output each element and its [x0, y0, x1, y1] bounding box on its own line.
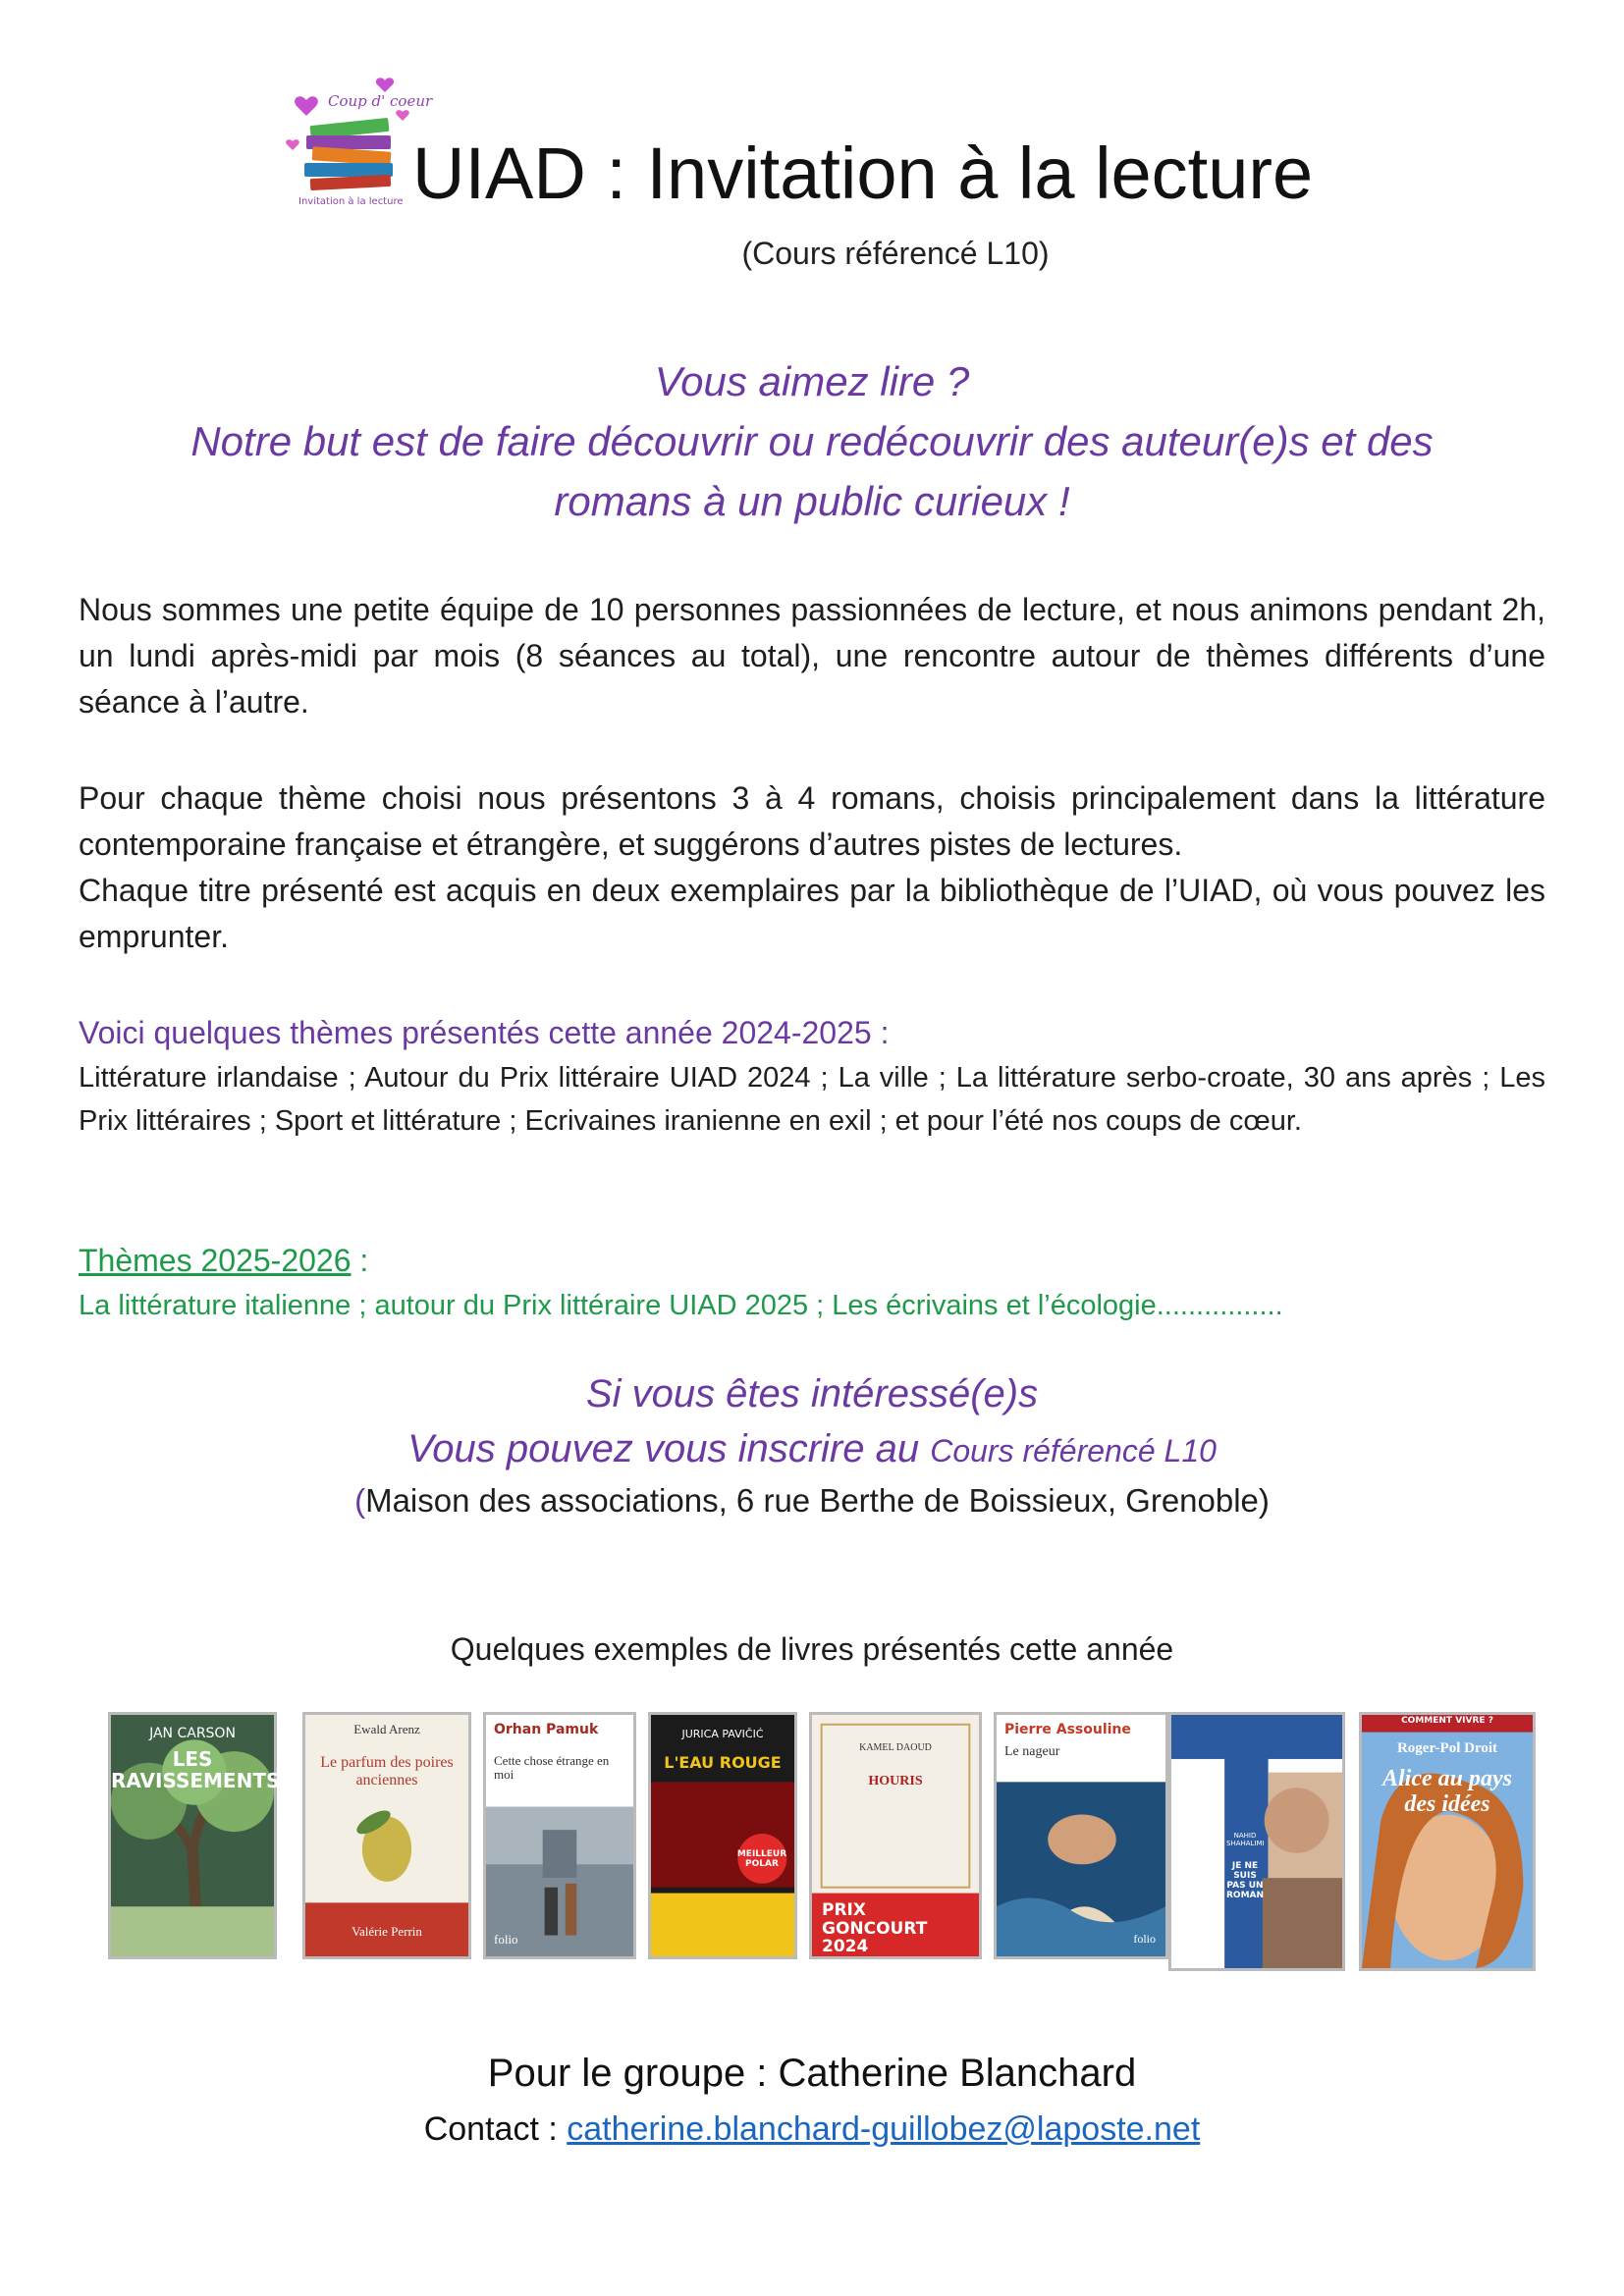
books-stack-icon	[287, 73, 433, 210]
course-reference: (Cours référencé L10)	[741, 236, 1050, 271]
interest-course-ref: Cours référencé L10	[930, 1433, 1217, 1468]
themes-current-label: Voici quelques thèmes présentés cette année 2024-2025 :	[79, 1015, 890, 1050]
book-4-extra: MEILLEUR POLAR	[736, 1849, 787, 1869]
book-cover-8	[1359, 1712, 1536, 1971]
address-text: Maison des associations, 6 rue Berthe de Boissieux, Grenoble)	[365, 1482, 1270, 1519]
book-1-author: JAN CARSON	[149, 1726, 236, 1741]
tagline-line-1: Vous aimez lire ?	[654, 358, 970, 404]
book-cover-1	[108, 1712, 281, 1959]
book-1-title: LES RAVISSEMENTS	[111, 1747, 281, 1792]
books-caption: Quelques exemples de livres présentés cette année	[450, 1631, 1174, 1667]
book-4-author: JURICA PAVIČIĆ	[681, 1728, 764, 1740]
contact-line	[0, 2110, 1624, 2149]
book-3-author: Orhan Pamuk	[494, 1722, 599, 1737]
book-5-author: KAMEL DAOUD	[859, 1742, 932, 1753]
svg-text:Invitation à la lecture: Invitation à la lecture	[298, 196, 404, 207]
book-8-author: Roger-Pol Droit	[1396, 1740, 1498, 1756]
book-cover-3	[483, 1712, 636, 1959]
tagline-line-2: Notre but est de faire découvrir ou redécouvrir des auteur(e)s et des	[190, 418, 1434, 464]
book-7-author: NAHID SHAHALIMI	[1226, 1832, 1265, 1847]
themes-next-list: La littérature italienne ; autour du Prix littéraire UIAD 2025 ; Les écrivains et l’écologie................	[79, 1290, 1283, 1321]
signature: Pour le groupe : Catherine Blanchard	[487, 2052, 1137, 2095]
book-3-title: Cette chose étrange en moi	[494, 1753, 610, 1783]
book-5-title: HOURIS	[868, 1774, 923, 1789]
interest-line-1: Si vous êtes intéressé(e)s	[585, 1372, 1039, 1415]
book-cover-art-3	[486, 1715, 633, 1956]
book-cover-2	[302, 1712, 471, 1959]
intro-paragraph-1: Nous sommes une petite équipe de 10 personnes passionnées de lecture, et nous animons pendant 2h, un lundi après-midi par mois (8 séances au total), une rencontre autour de thèmes différents d’une séance à l’autre.	[79, 592, 1545, 720]
themes-next-label	[79, 1239, 368, 1282]
book-3-extra: folio	[494, 1932, 518, 1947]
tagline-line-3: romans à un public curieux !	[554, 478, 1070, 524]
book-cover-art-2	[305, 1715, 468, 1956]
themes-current-list: Littérature irlandaise ; Autour du Prix littéraire UIAD 2024 ; La ville ; La littérature serbo-croate, 30 ans après ; Les Prix littéraires ; Sport et littérature ; Ecrivaines iranienne en exil ; et pour l’été nos coups de cœur.	[79, 1062, 1545, 1137]
intro-paragraph-2	[79, 775, 1545, 960]
themes-next-label-suffix: :	[351, 1243, 369, 1278]
interest-line-2-text: Vous pouvez vous inscrire au	[407, 1427, 931, 1470]
book-cover-7	[1168, 1712, 1345, 1971]
book-2-extra: Valérie Perrin	[352, 1924, 422, 1939]
page-title: UIAD : Invitation à la lecture	[412, 133, 1314, 214]
address	[0, 1482, 1624, 1520]
intro-paragraph-2b: Chaque titre présenté est acquis en deux exemplaires par la bibliothèque de l’UIAD, où vous pouvez les emprunter.	[79, 873, 1545, 954]
book-5-extra: PRIX GONCOURT 2024	[822, 1900, 928, 1957]
intro-paragraph-2a: Pour chaque thème choisi nous présentons 3 à 4 romans, choisis principalement dans la littérature contemporaine française et étrangère, et suggérons d’autres pistes de lectures.	[79, 780, 1545, 862]
contact-label: Contact :	[423, 2110, 568, 2148]
book-cover-art-4	[651, 1715, 794, 1956]
logo	[287, 73, 433, 210]
book-cover-5	[809, 1712, 982, 1959]
themes-next-label-text: Thèmes 2025-2026	[79, 1243, 352, 1278]
book-8-extra: COMMENT VIVRE ?	[1401, 1716, 1493, 1726]
svg-text:Coup d' coeur: Coup d' coeur	[328, 92, 433, 110]
book-cover-6	[994, 1712, 1168, 1959]
book-6-author: Pierre Assouline	[1004, 1722, 1131, 1737]
book-6-extra: folio	[1133, 1932, 1156, 1946]
book-2-author: Ewald Arenz	[353, 1722, 420, 1736]
book-cover-4	[648, 1712, 797, 1959]
book-2-title: Le parfum des poires anciennes	[320, 1754, 454, 1789]
book-4-title: L'EAU ROUGE	[664, 1753, 782, 1772]
interest-line-2	[0, 1427, 1624, 1471]
address-open-paren: (	[354, 1482, 366, 1519]
book-8-title: Alice au pays des idées	[1382, 1766, 1512, 1818]
contact-email-link[interactable]: catherine.blanchard-guillobez@laposte.net	[567, 2110, 1201, 2148]
book-7-title: JE NE SUIS PAS UN ROMAN	[1226, 1861, 1265, 1900]
tagline	[79, 351, 1545, 531]
book-6-title: Le nageur	[1004, 1744, 1060, 1759]
